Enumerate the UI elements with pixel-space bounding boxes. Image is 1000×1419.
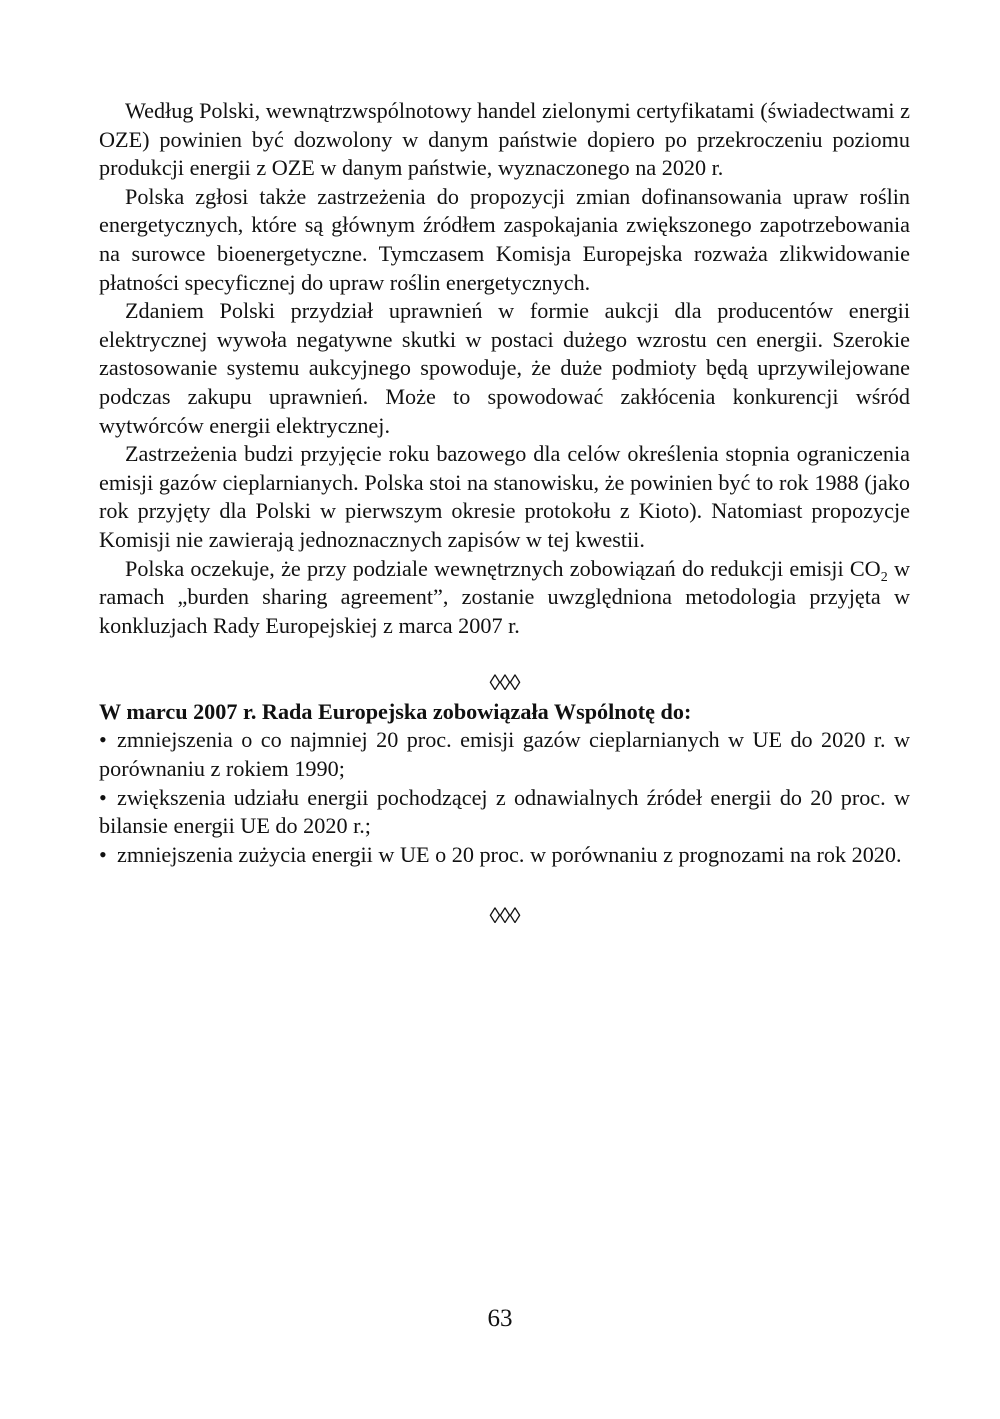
section-heading: W marcu 2007 r. Rada Europejska zobowiązała Wspólnotę do: [99, 698, 692, 724]
bullet-icon: • [99, 727, 107, 753]
bullet-item [99, 841, 910, 870]
paragraph-co2-after: w ramach „burden sharing agreement”, zostanie uwzględniona metodologia przyjęta w konkluzjach Rady Europejskiej z marca 2007 r. [99, 555, 910, 638]
section-separator: ◊◊◊ [489, 670, 520, 696]
paragraph: Zdaniem Polski przydział uprawnień w formie aukcji dla producentów energii elektrycznej wywoła negatywne skutki w postaci dużego wzrostu cen energii. Szerokie zastosowanie systemu aukcyjnego spowoduje, że duże podmioty będą uprzywilejowane podczas zakupu uprawnień. Może to spowodować zakłócenia konkurencji wśród wytwórców energii elektrycznej. [99, 298, 910, 438]
page-number: 63 [487, 1305, 513, 1332]
bullet-text: zwiększenia udziału energii pochodzącej z odnawialnych źródeł energii do 20 proc. w bilansie energii UE do 2020 r.; [99, 784, 910, 839]
bullet-icon: • [99, 841, 107, 867]
page-body [99, 97, 910, 931]
bullet-text: zmniejszenia zużycia energii w UE o 20 proc. w porównaniu z prognozami na rok 2020. [117, 841, 902, 867]
bullet-item [99, 784, 910, 841]
bullet-item [99, 726, 910, 783]
paragraph: Według Polski, wewnątrzwspólnotowy handel zielonymi certyfikatami (świadectwami z OZE) powinien być dozwolony w danym państwie dopiero po przekroczeniu poziomu produkcji energii z OZE w danym państwie, wyznaczonego na 2020 r. [99, 98, 910, 181]
paragraph-co2-before: Polska oczekuje, że przy podziale wewnętrznych zobowiązań do redukcji emisji CO [125, 555, 881, 581]
co2-subscript: 2 [880, 569, 888, 585]
paragraph: Polska zgłosi także zastrzeżenia do propozycji zmian dofinansowania upraw roślin energetycznych, które są głównym źródłem zaspokajania zwiększonego zapotrzebowania na surowce bioenergetyczne. Tymczasem Komisja Europejska rozważa zlikwidowanie płatności specyficznej do upraw roślin energetycznych. [99, 183, 910, 295]
paragraph: Zastrzeżenia budzi przyjęcie roku bazowego dla celów określenia stopnia ograniczenia emisji gazów cieplarnianych. Polska stoi na stanowisku, że powinien być to rok 1988 (jako rok przyjęty dla Polski w pierwszym okresie protokołu z Kioto). Natomiast propozycje Komisji nie zawierają jednoznacznych zapisów w tej kwestii. [99, 441, 910, 552]
paragraph-co2 [99, 555, 910, 641]
section-separator-end: ◊◊◊ [489, 903, 520, 929]
bullet-text: zmniejszenia o co najmniej 20 proc. emisji gazów cieplarnianych w UE do 2020 r. w porównaniu z rokiem 1990; [99, 727, 910, 782]
bullet-icon: • [99, 784, 107, 810]
